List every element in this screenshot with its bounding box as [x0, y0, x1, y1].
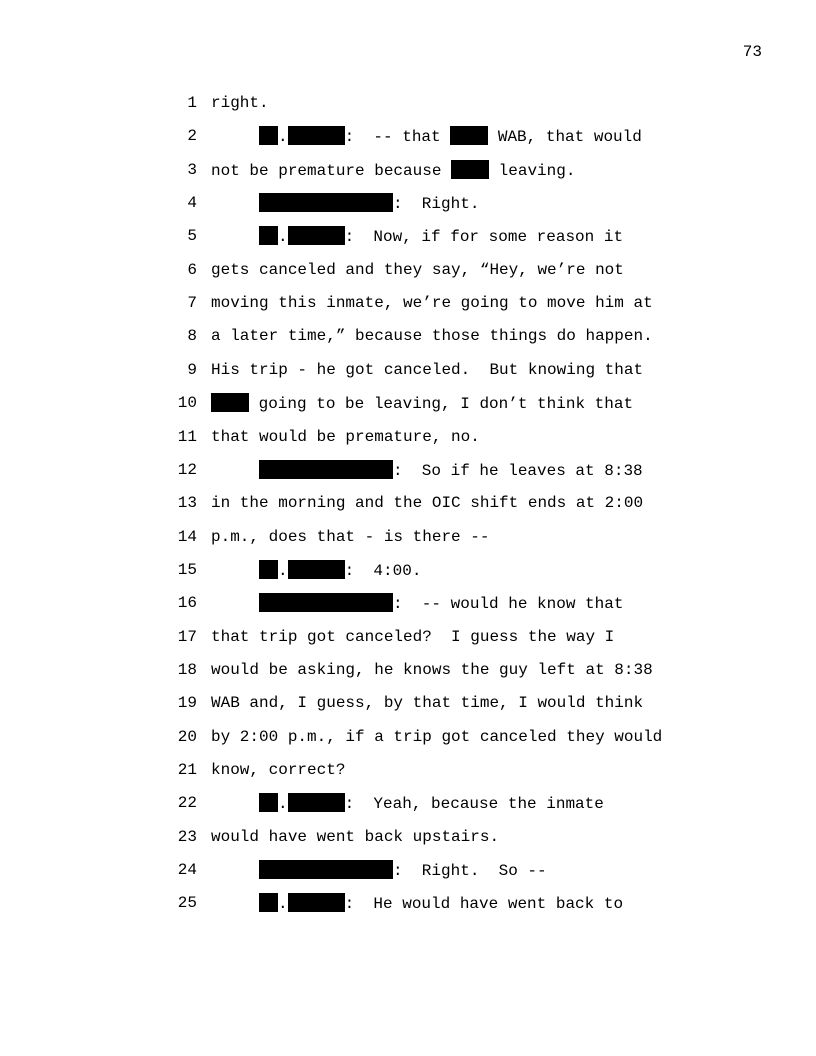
line-text — [211, 326, 653, 346]
line-text-segment: in the morning and the OIC shift ends at 2:00 — [211, 494, 644, 513]
redaction-box — [259, 193, 393, 212]
redaction-box — [259, 593, 393, 612]
line-text — [211, 427, 480, 447]
line-text — [211, 760, 345, 780]
line-text-segment: moving this inmate, we’re going to move him at — [211, 294, 653, 313]
line-text-segment: leaving. — [489, 161, 576, 180]
line-text-segment: : He would have went back to — [344, 895, 624, 914]
line-number: 7 — [187, 294, 197, 313]
line-number: 13 — [177, 494, 197, 513]
line-text-segment: that trip got canceled? I guess the way I — [211, 627, 615, 646]
transcript-line — [0, 427, 816, 447]
transcript-line — [0, 260, 816, 280]
line-number: 10 — [177, 394, 197, 413]
line-text — [211, 226, 623, 247]
line-text-segment: not be premature because — [211, 161, 452, 180]
transcript-line — [0, 627, 816, 647]
line-text-segment: right. — [211, 94, 269, 112]
line-text-segment: WAB, that would — [488, 128, 642, 147]
line-text-segment: : Right. So -- — [393, 862, 547, 881]
transcript-line — [0, 693, 816, 713]
line-text-segment: p.m., does that - is there -- — [211, 527, 490, 546]
redaction-box — [451, 160, 489, 179]
line-text-segment: . — [278, 895, 288, 914]
redaction-box — [259, 226, 278, 245]
redaction-box — [288, 793, 345, 812]
redaction-box — [259, 860, 393, 879]
line-text — [211, 93, 269, 113]
transcript-line — [0, 193, 816, 213]
line-text-segment: would have went back upstairs. — [211, 827, 500, 846]
line-text — [211, 393, 633, 414]
line-number: 17 — [177, 627, 197, 646]
line-number: 3 — [187, 160, 197, 179]
line-number: 2 — [187, 127, 197, 146]
redaction-box — [450, 126, 488, 145]
line-number: 1 — [187, 94, 197, 112]
redaction-box — [288, 226, 345, 245]
line-text-segment: know, correct? — [211, 761, 346, 779]
redaction-box — [211, 393, 249, 412]
line-text — [211, 827, 499, 847]
line-text — [211, 460, 643, 481]
transcript-line — [0, 226, 816, 246]
transcript-line — [0, 493, 816, 513]
line-text-segment: His trip - he got canceled. But knowing that — [211, 360, 644, 379]
line-text — [211, 360, 643, 380]
line-text-segment: : -- that — [344, 128, 451, 147]
line-text-segment: would be asking, he knows the guy left at 8:38 — [211, 660, 653, 679]
line-text-segment: a later time,” because those things do happen. — [211, 327, 653, 346]
transcript-line — [0, 393, 816, 413]
line-text-segment: : So if he leaves at 8:38 — [393, 461, 643, 480]
line-number: 5 — [187, 227, 197, 246]
line-text — [211, 627, 614, 647]
line-text-segment: : Now, if for some reason it — [344, 228, 624, 247]
redaction-box — [259, 560, 278, 579]
line-number: 8 — [187, 327, 197, 346]
line-text-segment: . — [278, 228, 288, 247]
line-text — [211, 593, 623, 614]
transcript-line — [0, 93, 816, 113]
line-number: 25 — [177, 894, 197, 913]
line-text-segment: that would be premature, no. — [211, 427, 480, 446]
transcript-line — [0, 527, 816, 547]
transcript-line — [0, 460, 816, 480]
line-number: 20 — [177, 727, 197, 746]
line-text — [211, 693, 643, 713]
transcript-line — [0, 827, 816, 847]
transcript-line — [0, 360, 816, 380]
transcript-line — [0, 593, 816, 613]
redaction-box — [259, 126, 278, 145]
line-text — [211, 727, 662, 747]
redaction-box — [259, 793, 278, 812]
redaction-box — [288, 560, 345, 579]
line-text — [211, 560, 421, 581]
line-text-segment: : -- would he know that — [393, 595, 624, 614]
line-number: 11 — [177, 427, 197, 446]
line-text — [211, 260, 624, 280]
line-number: 4 — [187, 194, 197, 213]
line-text — [211, 660, 653, 680]
line-number: 9 — [187, 360, 197, 379]
line-text — [211, 493, 643, 513]
line-number: 24 — [177, 861, 197, 880]
transcript-line — [0, 860, 816, 880]
line-text-segment: by 2:00 p.m., if a trip got canceled they would — [211, 727, 663, 746]
transcript-line — [0, 660, 816, 680]
transcript-line — [0, 293, 816, 313]
redaction-box — [288, 893, 345, 912]
line-text — [211, 793, 604, 814]
line-number: 16 — [177, 594, 197, 613]
line-number: 22 — [177, 794, 197, 813]
transcript-line — [0, 727, 816, 747]
line-text-segment: gets canceled and they say, “Hey, we’re not — [211, 260, 624, 279]
transcript-line — [0, 760, 816, 780]
line-text — [211, 126, 642, 147]
line-text-segment: . — [278, 128, 288, 147]
transcript-line — [0, 160, 816, 180]
line-text — [211, 860, 547, 881]
page-number: 73 — [742, 43, 762, 61]
line-text-segment: : Yeah, because the inmate — [344, 795, 604, 814]
line-number: 6 — [187, 260, 197, 279]
line-number: 18 — [177, 660, 197, 679]
line-text-segment: WAB and, I guess, by that time, I would think — [211, 694, 644, 713]
redaction-box — [259, 893, 278, 912]
line-text-segment: : Right. — [393, 195, 480, 214]
line-text-segment: . — [278, 561, 288, 580]
transcript-line — [0, 126, 816, 146]
line-number: 19 — [177, 694, 197, 713]
line-text — [211, 527, 489, 547]
line-number: 15 — [177, 560, 197, 579]
line-text — [211, 293, 653, 313]
line-number: 12 — [177, 460, 197, 479]
line-text-segment: . — [278, 795, 288, 814]
redaction-box — [288, 126, 345, 145]
transcript-line — [0, 893, 816, 913]
redaction-box — [259, 460, 393, 479]
line-number: 14 — [177, 527, 197, 546]
transcript-line — [0, 326, 816, 346]
line-text — [211, 160, 575, 181]
line-text-segment: going to be leaving, I don’t think that — [249, 395, 634, 414]
line-number: 21 — [177, 761, 197, 779]
line-text — [211, 193, 479, 214]
line-text-segment: : 4:00. — [344, 561, 422, 580]
transcript-line — [0, 793, 816, 813]
transcript-line — [0, 560, 816, 580]
line-text — [211, 893, 623, 914]
line-number: 23 — [177, 827, 197, 846]
